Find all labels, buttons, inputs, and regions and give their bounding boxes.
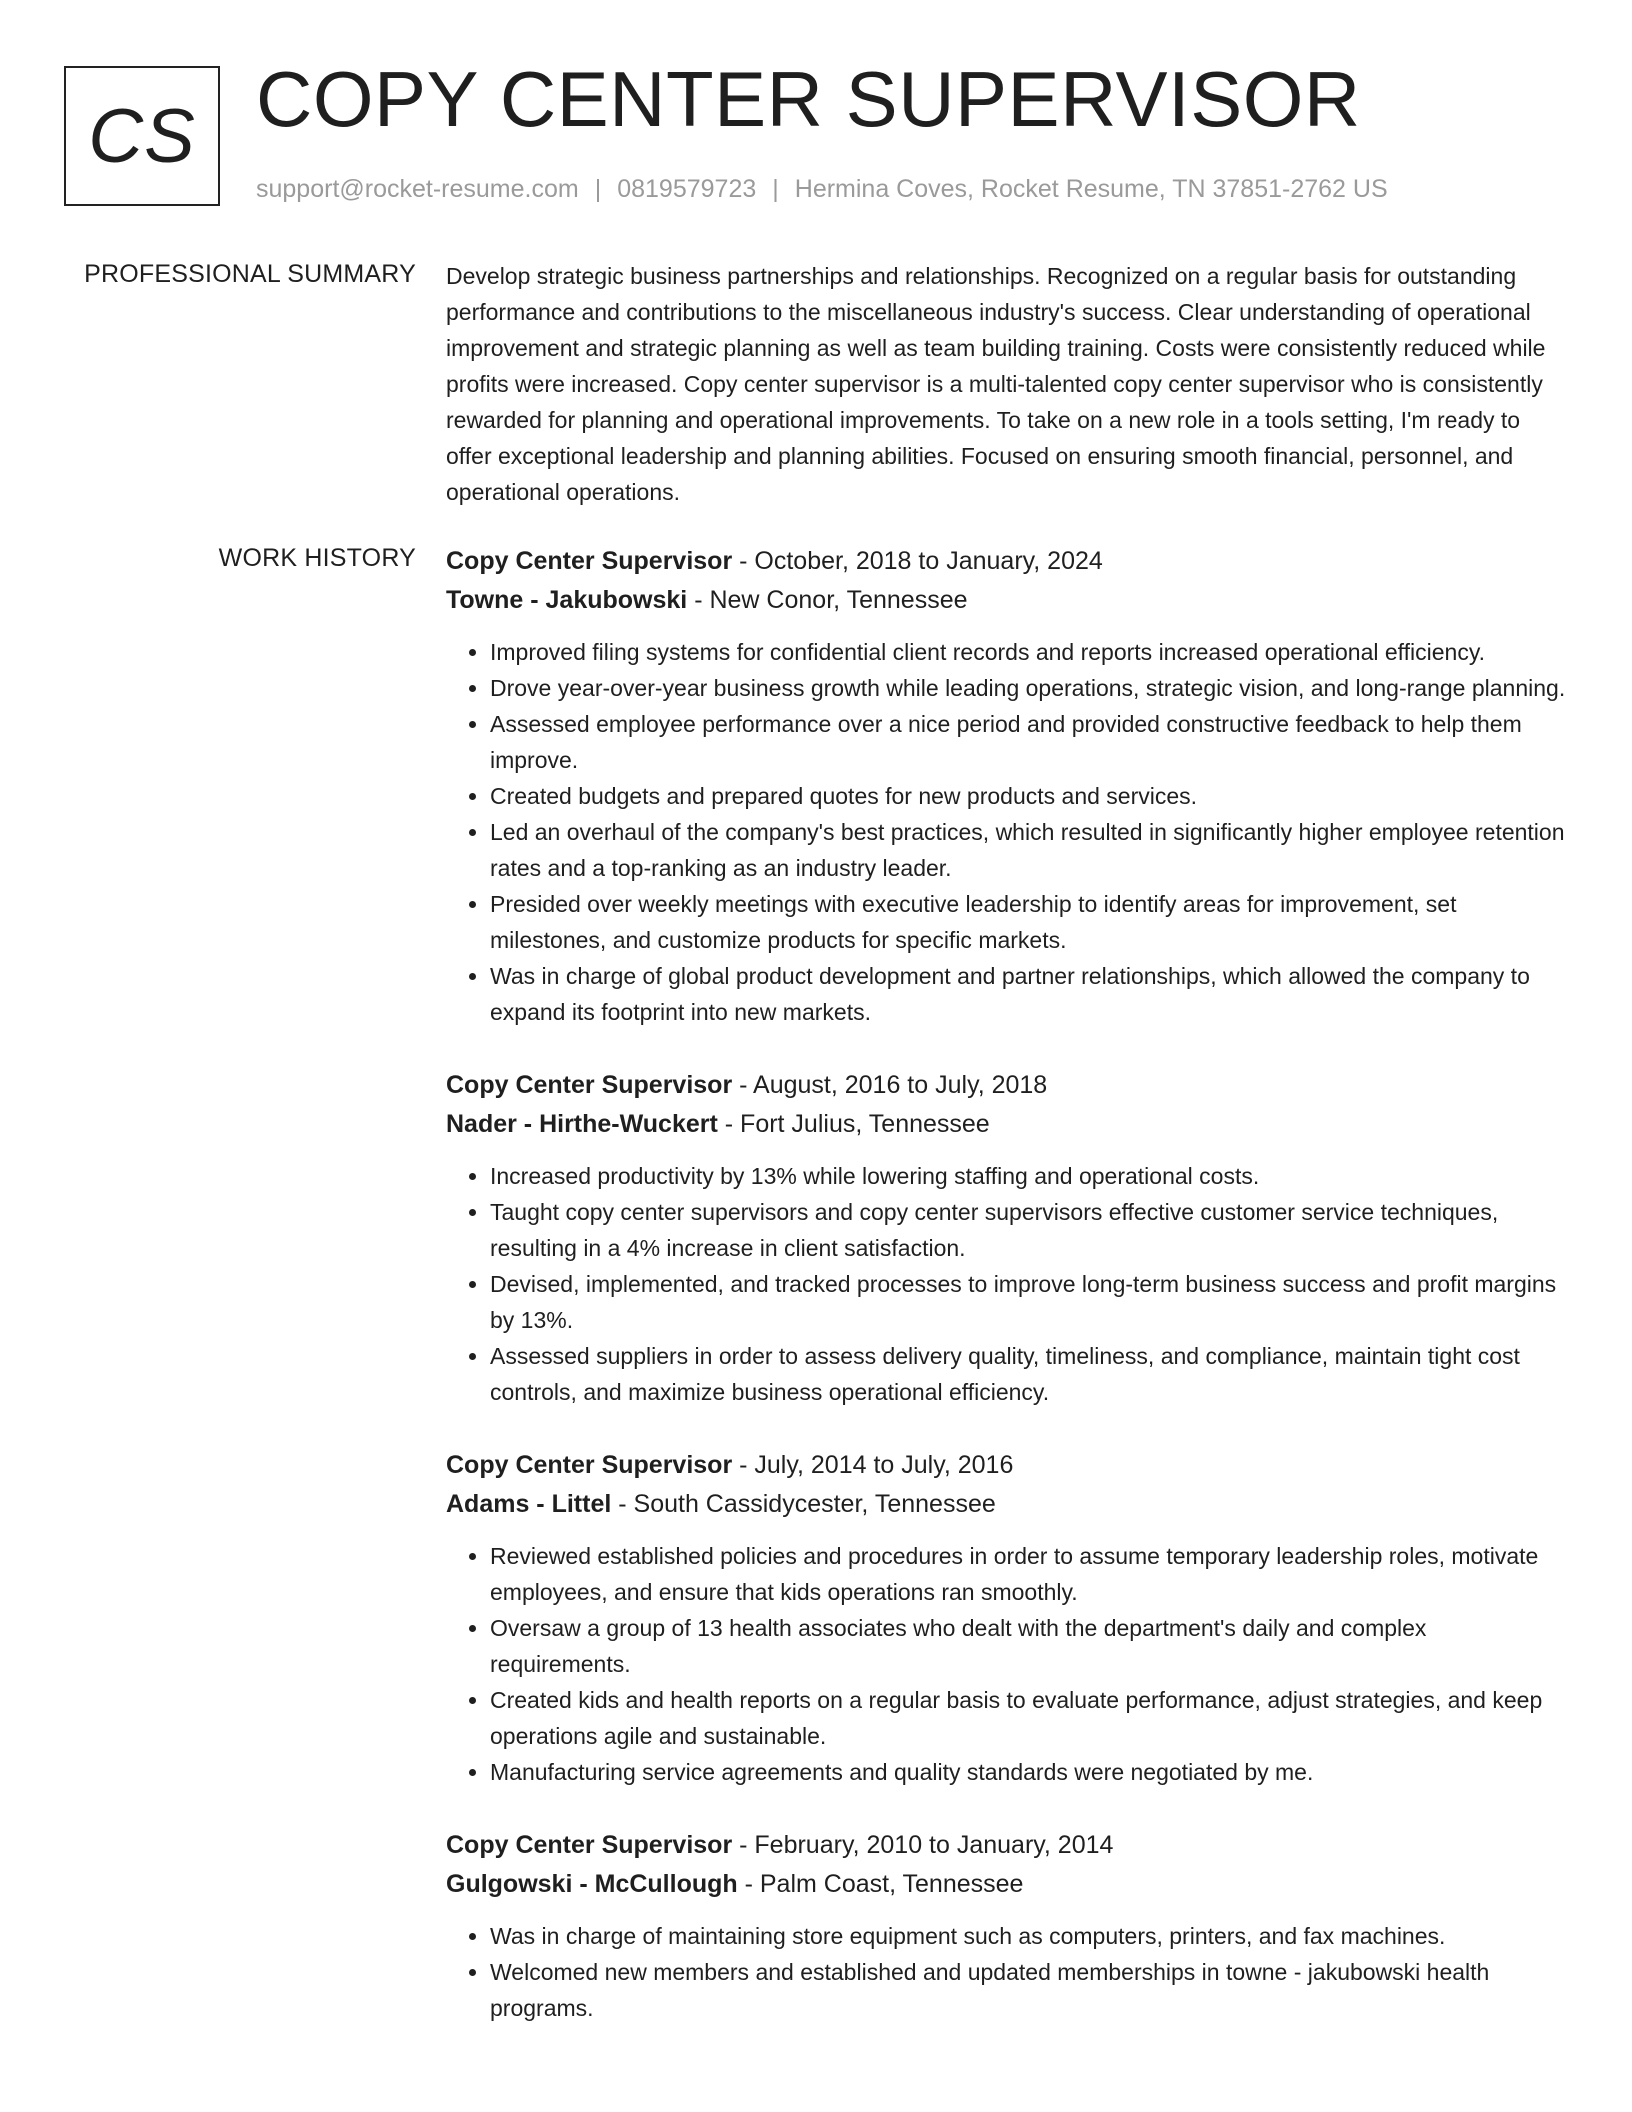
job-bullets [446, 1918, 1566, 2026]
job-role: Copy Center Supervisor [446, 1831, 733, 1859]
job-title-line [446, 1826, 1566, 1865]
job-location: - New Conor, Tennessee [687, 586, 968, 614]
job-company: Gulgowski - McCullough [446, 1870, 738, 1898]
contact-address: Hermina Coves, Rocket Resume, TN 37851-2762 US [794, 175, 1388, 203]
contact-separator: | [772, 175, 779, 203]
job-dates: - July, 2014 to July, 2016 [732, 1451, 1014, 1479]
job-entry [446, 1066, 1566, 1410]
contact-separator: | [594, 175, 602, 203]
job-bullet: • Created budgets and prepared quotes for new products and services. [490, 778, 1566, 814]
job-dates: - October, 2018 to January, 2024 [732, 547, 1103, 575]
job-location: - Palm Coast, Tennessee [737, 1870, 1024, 1898]
job-location: - South Cassidycester, Tennessee [611, 1490, 996, 1518]
job-bullet: • Was in charge of maintaining store equipment such as computers, printers, and fax machines. [490, 1918, 1566, 1954]
job-company: Adams - Littel [446, 1490, 612, 1518]
job-bullet: • Reviewed established policies and procedures in order to assume temporary leadership roles, motivate employees, and ensure that kids operations ran smoothly. [490, 1538, 1566, 1610]
job-role: Copy Center Supervisor [446, 1451, 733, 1479]
job-location: - Fort Julius, Tennessee [717, 1110, 990, 1138]
contact-email: support@rocket-resume.com [256, 175, 579, 203]
job-company-line [446, 581, 1566, 620]
resume-title: COPY CENTER SUPERVISOR [256, 55, 1361, 143]
monogram-box [64, 66, 220, 206]
job-company: Nader - Hirthe-Wuckert [446, 1110, 718, 1138]
summary-label: PROFESSIONAL SUMMARY [84, 260, 416, 288]
job-bullet: • Oversaw a group of 13 health associates who dealt with the department's daily and complex requirements. [490, 1610, 1566, 1682]
job-company: Towne - Jakubowski [446, 586, 688, 614]
job-bullet: • Devised, implemented, and tracked processes to improve long-term business success and profit margins by 13%. [490, 1266, 1566, 1338]
job-bullet: • Assessed suppliers in order to assess delivery quality, timeliness, and compliance, maintain tight cost controls, and maximize business operational efficiency. [490, 1338, 1566, 1410]
work-history-label: WORK HISTORY [218, 544, 416, 572]
job-bullet: • Drove year-over-year business growth while leading operations, strategic vision, and long-range planning. [490, 670, 1566, 706]
job-bullet: • Led an overhaul of the company's best practices, which resulted in significantly higher employee retention rates and a top-ranking as an industry leader. [490, 814, 1566, 886]
summary-text: Develop strategic business partnerships and relationships. Recognized on a regular basis for outstanding performance and contributions to the miscellaneous industry's success. Clear understanding of operational improvement and strategic planning as well as team building training. Costs were consistently reduced while profits were increased. Copy center supervisor is a multi-talented copy center supervisor who is consistently rewarded for planning and operational improvements. To take on a new role in a tools setting, I'm ready to offer exceptional leadership and planning abilities. Focused on ensuring smooth financial, personnel, and operational operations. [446, 263, 1546, 505]
job-entry [446, 1826, 1566, 2026]
work-history-list [446, 542, 1566, 2062]
contact-phone: 0819579723 [617, 175, 757, 203]
job-bullet: • Improved filing systems for confidential client records and reports increased operational efficiency. [490, 634, 1566, 670]
job-bullet: • Welcomed new members and established and updated memberships in towne - jakubowski health programs. [490, 1954, 1566, 2026]
job-bullet: • Created kids and health reports on a regular basis to evaluate performance, adjust strategies, and keep operations agile and sustainable. [490, 1682, 1566, 1754]
job-role: Copy Center Supervisor [446, 547, 733, 575]
job-title-line [446, 1446, 1566, 1485]
job-bullets [446, 1158, 1566, 1410]
job-dates: - August, 2016 to July, 2018 [732, 1071, 1048, 1099]
job-bullet: • Increased productivity by 13% while lowering staffing and operational costs. [490, 1158, 1566, 1194]
job-bullet: • Taught copy center supervisors and copy center supervisors effective customer service techniques, resulting in a 4% increase in client satisfaction. [490, 1194, 1566, 1266]
job-entry [446, 542, 1566, 1030]
job-company-line [446, 1485, 1566, 1524]
job-bullet: • Presided over weekly meetings with executive leadership to identify areas for improvement, set milestones, and customize products for specific markets. [490, 886, 1566, 958]
job-bullet: • Manufacturing service agreements and quality standards were negotiated by me. [490, 1754, 1566, 1790]
job-bullets [446, 1538, 1566, 1790]
contact-line [256, 175, 1388, 204]
job-title-line [446, 542, 1566, 581]
job-bullet: • Was in charge of global product development and partner relationships, which allowed the company to expand its footprint into new markets. [490, 958, 1566, 1030]
job-bullets [446, 634, 1566, 1030]
job-bullet: • Assessed employee performance over a nice period and provided constructive feedback to help them improve. [490, 706, 1566, 778]
job-title-line [446, 1066, 1566, 1105]
job-company-line [446, 1105, 1566, 1144]
job-company-line [446, 1865, 1566, 1904]
job-dates: - February, 2010 to January, 2014 [732, 1831, 1114, 1859]
job-entry [446, 1446, 1566, 1790]
job-role: Copy Center Supervisor [446, 1071, 733, 1099]
monogram-initials: CS [88, 93, 196, 179]
